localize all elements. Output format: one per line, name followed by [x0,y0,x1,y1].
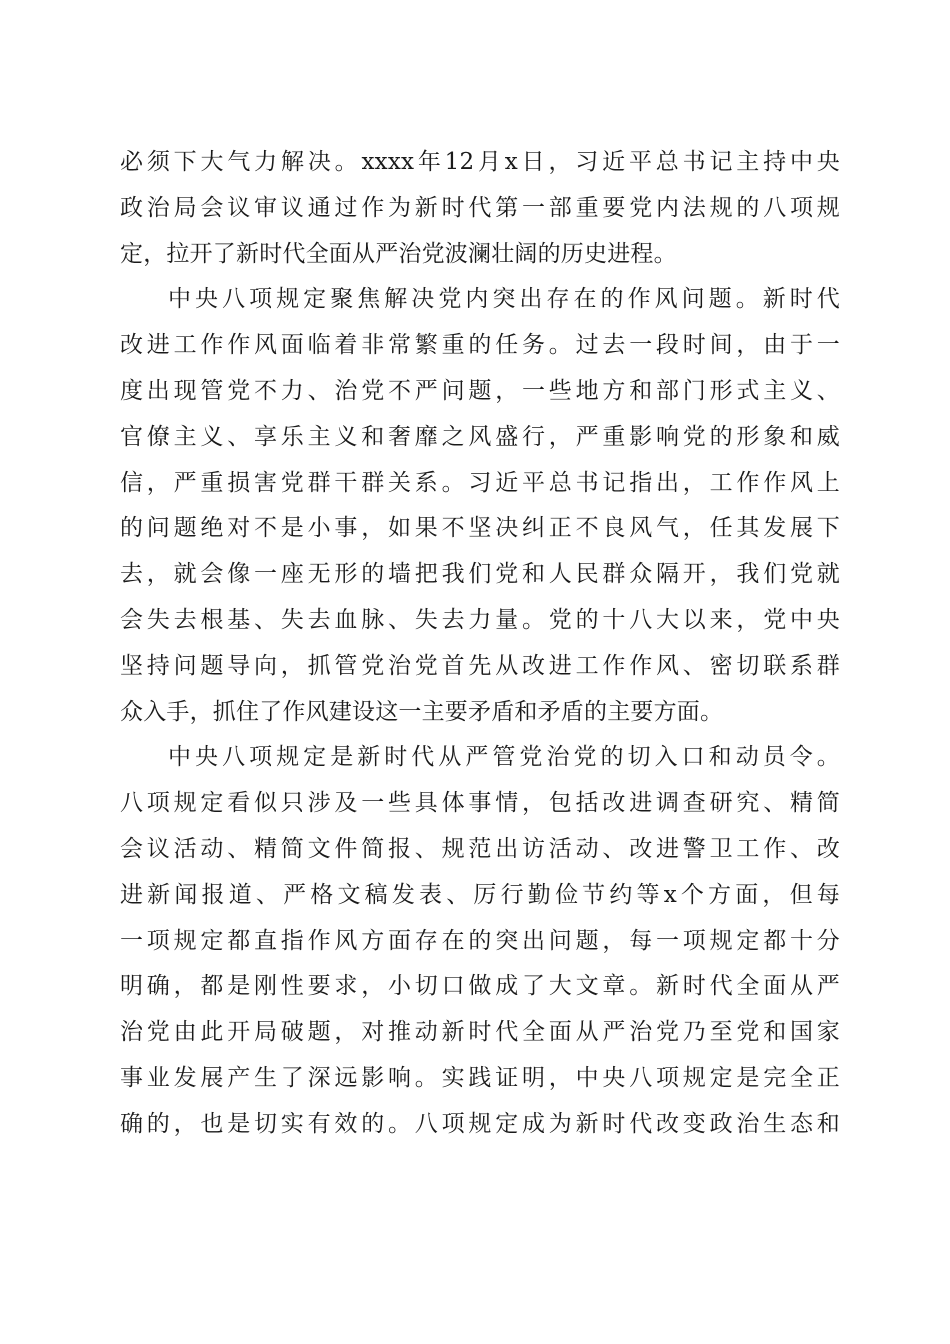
text-line: 中央八项规定是新时代从严管党治党的切入口和动员令。 [168,744,840,771]
text-line: 改进工作作风面临着非常繁重的任务。过去一段时间，由于一 [120,332,840,359]
text-line: 会失去根基、失去血脉、失去力量。党的十八大以来，党中央 [120,606,840,633]
text-line: 坚持问题导向，抓管党治党首先从改进工作作风、密切联系群 [120,652,840,679]
text-line: 治党由此开局破题，对推动新时代全面从严治党乃至党和国家 [120,1019,840,1046]
text-line: 政治局会议审议通过作为新时代第一部重要党内法规的八项规 [120,194,840,221]
text-line: 事业发展产生了深远影响。实践证明，中央八项规定是完全正 [120,1064,840,1091]
text-line: 确的，也是切实有效的。八项规定成为新时代改变政治生态和 [120,1110,840,1137]
text-line: 中央八项规定聚焦解决党内突出存在的作风问题。新时代 [168,286,840,313]
text-line: 定，拉开了新时代全面从严治党波澜壮阔的历史进程。 [120,240,677,267]
text-line: 一项规定都直指作风方面存在的突出问题，每一项规定都十分 [120,927,840,954]
text-line: 会议活动、精简文件简报、规范出访活动、改进警卫工作、改 [120,835,840,862]
text-line: 进新闻报道、严格文稿发表、厉行勤俭节约等x个方面，但每 [120,881,840,908]
text-line: 的问题绝对不是小事，如果不坚决纠正不良风气，任其发展下 [120,515,840,542]
body-text [120,140,840,1148]
text-line: 明确，都是刚性要求，小切口做成了大文章。新时代全面从严 [120,973,840,1000]
text-line: 必须下大气力解决。xxxx年12月x日，习近平总书记主持中央 [120,149,840,175]
text-line: 八项规定看似只涉及一些具体事情，包括改进调查研究、精简 [120,790,840,817]
text-line: 去，就会像一座无形的墙把我们党和人民群众隔开，我们党就 [120,561,840,588]
text-line: 信，严重损害党群干群关系。习近平总书记指出，工作作风上 [120,469,840,496]
text-line: 度出现管党不力、治党不严问题，一些地方和部门形式主义、 [120,377,840,404]
text-line: 众入手，抓住了作风建设这一主要矛盾和矛盾的主要方面。 [120,698,724,725]
text-line: 官僚主义、享乐主义和奢靡之风盛行，严重影响党的形象和威 [120,423,840,450]
